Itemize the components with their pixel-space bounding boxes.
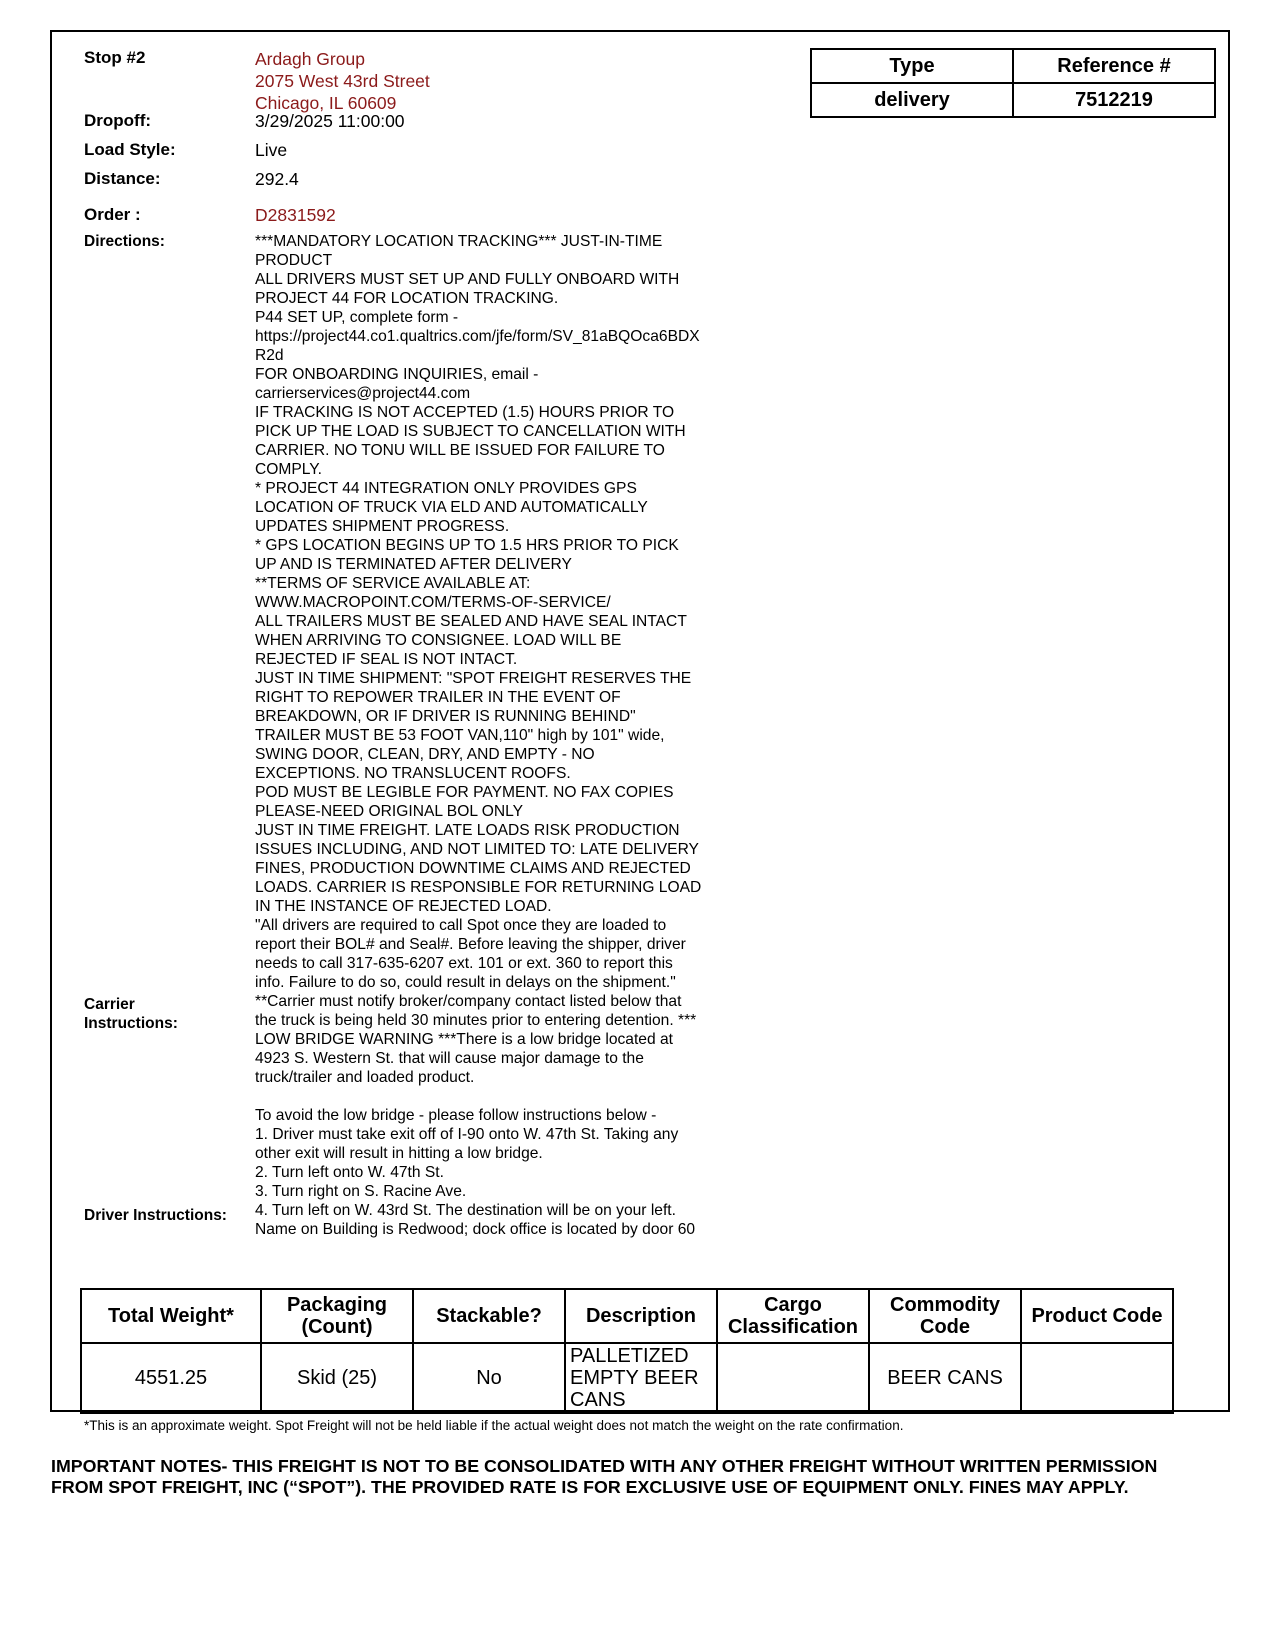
type-header: Type [811,49,1013,83]
directions-line: CARRIER. NO TONU WILL BE ISSUED FOR FAILURE TO [255,442,665,459]
weight-footnote: *This is an approximate weight. Spot Freight will not be held liable if the actual weight does not match the weight on the rate confirmation. [84,1418,904,1433]
order-value: D2831592 [255,205,336,225]
table-row [81,1343,1173,1413]
directions-line: carrierservices@project44.com [255,385,471,402]
directions-line: REJECTED IF SEAL IS NOT INTACT. [255,651,518,668]
directions-line: FOR ONBOARDING INQUIRIES, email - [255,366,539,383]
directions-line: LOADS. CARRIER IS RESPONSIBLE FOR RETURNING LOAD [255,879,702,896]
freight-table [80,1288,1174,1414]
col-stackable: Stackable? [413,1289,565,1343]
carrier-instructions-line: info. Failure to do so, could result in delays on the shipment." [255,974,676,991]
stop-address [255,48,430,114]
directions-text [255,232,701,916]
col-total-weight: Total Weight* [81,1289,261,1343]
carrier-instructions-line: 2. Turn left onto W. 47th St. [255,1164,444,1181]
directions-line: TRAILER MUST BE 53 FOOT VAN,110" high by 101" wide, [255,727,665,744]
directions-line: R2d [255,347,284,364]
directions-line: * GPS LOCATION BEGINS UP TO 1.5 HRS PRIOR TO PICK [255,537,679,554]
directions-line: ALL TRAILERS MUST BE SEALED AND HAVE SEAL INTACT [255,613,687,630]
directions-line: SWING DOOR, CLEAN, DRY, AND EMPTY - NO [255,746,595,763]
carrier-instructions-label [84,995,178,1033]
cell-packaging: Skid (25) [261,1343,413,1413]
col-description: Description [565,1289,717,1343]
carrier-instructions-line: other exit will result in hitting a low bridge. [255,1145,543,1162]
important-notes: IMPORTANT NOTES- THIS FREIGHT IS NOT TO BE CONSOLIDATED WITH ANY OTHER FREIGHT WITHOUT WRITTEN PERMISSION FROM SPOT FREIGHT, INC (“SPOT”). THE PROVIDED RATE IS FOR EXCLUSIVE USE OF EQUIPMENT ONLY. FINES MAY APPLY. [51,1456,1158,1497]
carrier-instructions-line: 4. Turn left on W. 43rd St. The destination will be on your left. [255,1202,676,1219]
cell-cargo-classification [717,1343,869,1413]
col-packaging: Packaging (Count) [261,1289,413,1343]
cell-description: PALLETIZED EMPTY BEER CANS [565,1343,717,1413]
carrier-instructions-line: 4923 S. Western St. that will cause major damage to the [255,1050,644,1067]
carrier-instructions-line: truck/trailer and loaded product. [255,1069,475,1086]
directions-line: ISSUES INCLUDING, AND NOT LIMITED TO: LATE DELIVERY [255,841,699,858]
col-cargo-classification: Cargo Classification [717,1289,869,1343]
directions-line: **TERMS OF SERVICE AVAILABLE AT: [255,575,531,592]
freight-header-row [81,1289,1173,1343]
directions-line: WWW.MACROPOINT.COM/TERMS-OF-SERVICE/ [255,594,611,611]
directions-line: PLEASE-NEED ORIGINAL BOL ONLY [255,803,524,820]
directions-line: EXCEPTIONS. NO TRANSLUCENT ROOFS. [255,765,571,782]
directions-line: https://project44.co1.qualtrics.com/jfe/form/SV_81aBQOca6BDX [255,328,700,345]
load-style-value: Live [255,140,288,160]
cell-product-code [1021,1343,1173,1413]
distance-value: 292.4 [255,169,299,189]
carrier-instructions-line: 1. Driver must take exit off of I-90 onto W. 47th St. Taking any [255,1126,679,1143]
load-style-label: Load Style: [84,140,176,159]
directions-line: WHEN ARRIVING TO CONSIGNEE. LOAD WILL BE [255,632,622,649]
driver-instructions-text: Name on Building is Redwood; dock office is located by door 60 [255,1221,696,1238]
directions-line: PRODUCT [255,252,333,269]
carrier-instructions-line: **Carrier must notify broker/company contact listed below that [255,993,682,1010]
directions-line: IF TRACKING IS NOT ACCEPTED (1.5) HOURS PRIOR TO [255,404,675,421]
carrier-instructions-line: report their BOL# and Seal#. Before leaving the shipper, driver [255,936,686,953]
directions-line: JUST IN TIME SHIPMENT: "SPOT FREIGHT RESERVES THE [255,670,692,687]
driver-instructions-label: Driver Instructions: [84,1207,227,1224]
directions-line: BREAKDOWN, OR IF DRIVER IS RUNNING BEHIND" [255,708,636,725]
address-line-1: 2075 West 43rd Street [255,71,430,91]
dropoff-label: Dropoff: [84,111,152,130]
directions-line: ALL DRIVERS MUST SET UP AND FULLY ONBOARD WITH [255,271,680,288]
directions-line: FINES, PRODUCTION DOWNTIME CLAIMS AND REJECTED [255,860,691,877]
dropoff-value: 3/29/2025 11:00:00 [255,111,405,131]
directions-line: IN THE INSTANCE OF REJECTED LOAD. [255,898,552,915]
carrier-instructions-line: LOW BRIDGE WARNING ***There is a low bridge located at [255,1031,673,1048]
carrier-instructions-line: the truck is being held 30 minutes prior to entering detention. *** [255,1012,697,1029]
facility-name: Ardagh Group [255,49,365,69]
col-product-code: Product Code [1021,1289,1173,1343]
directions-line: UPDATES SHIPMENT PROGRESS. [255,518,510,535]
type-value: delivery [811,83,1013,117]
col-commodity-code: Commodity Code [869,1289,1021,1343]
carrier-instructions-line: needs to call 317-635-6207 ext. 101 or ext. 360 to report this [255,955,673,972]
carrier-instructions-line: "All drivers are required to call Spot once they are loaded to [255,917,667,934]
directions-line: * PROJECT 44 INTEGRATION ONLY PROVIDES GPS [255,480,637,497]
cell-stackable: No [413,1343,565,1413]
cell-total-weight: 4551.25 [81,1343,261,1413]
reference-table [810,48,1216,118]
carrier-instructions-line [255,1087,696,1106]
carrier-instructions-line: 3. Turn right on S. Racine Ave. [255,1183,467,1200]
directions-line: PICK UP THE LOAD IS SUBJECT TO CANCELLATION WITH [255,423,686,440]
reference-header: Reference # [1013,49,1215,83]
cell-commodity-code: BEER CANS [869,1343,1021,1413]
directions-line: JUST IN TIME FREIGHT. LATE LOADS RISK PRODUCTION [255,822,680,839]
directions-line: PROJECT 44 FOR LOCATION TRACKING. [255,290,559,307]
stop-label: Stop #2 [84,48,146,67]
carrier-instructions-text [255,916,696,1220]
directions-line: COMPLY. [255,461,323,478]
directions-line: LOCATION OF TRUCK VIA ELD AND AUTOMATICALLY [255,499,648,516]
directions-line: ***MANDATORY LOCATION TRACKING*** JUST-IN-TIME [255,233,663,250]
order-label: Order : [84,205,141,224]
distance-label: Distance: [84,169,161,188]
directions-line: POD MUST BE LEGIBLE FOR PAYMENT. NO FAX COPIES [255,784,674,801]
directions-label: Directions: [84,233,165,250]
carrier-label-line2: Instructions: [84,1015,178,1032]
carrier-label-line1: Carrier [84,996,135,1013]
directions-line: UP AND IS TERMINATED AFTER DELIVERY [255,556,572,573]
directions-line: RIGHT TO REPOWER TRAILER IN THE EVENT OF [255,689,621,706]
address-line-2: Chicago, IL 60609 [255,93,397,113]
reference-value: 7512219 [1013,83,1215,117]
directions-line: P44 SET UP, complete form - [255,309,459,326]
carrier-instructions-line: To avoid the low bridge - please follow instructions below - [255,1107,657,1124]
